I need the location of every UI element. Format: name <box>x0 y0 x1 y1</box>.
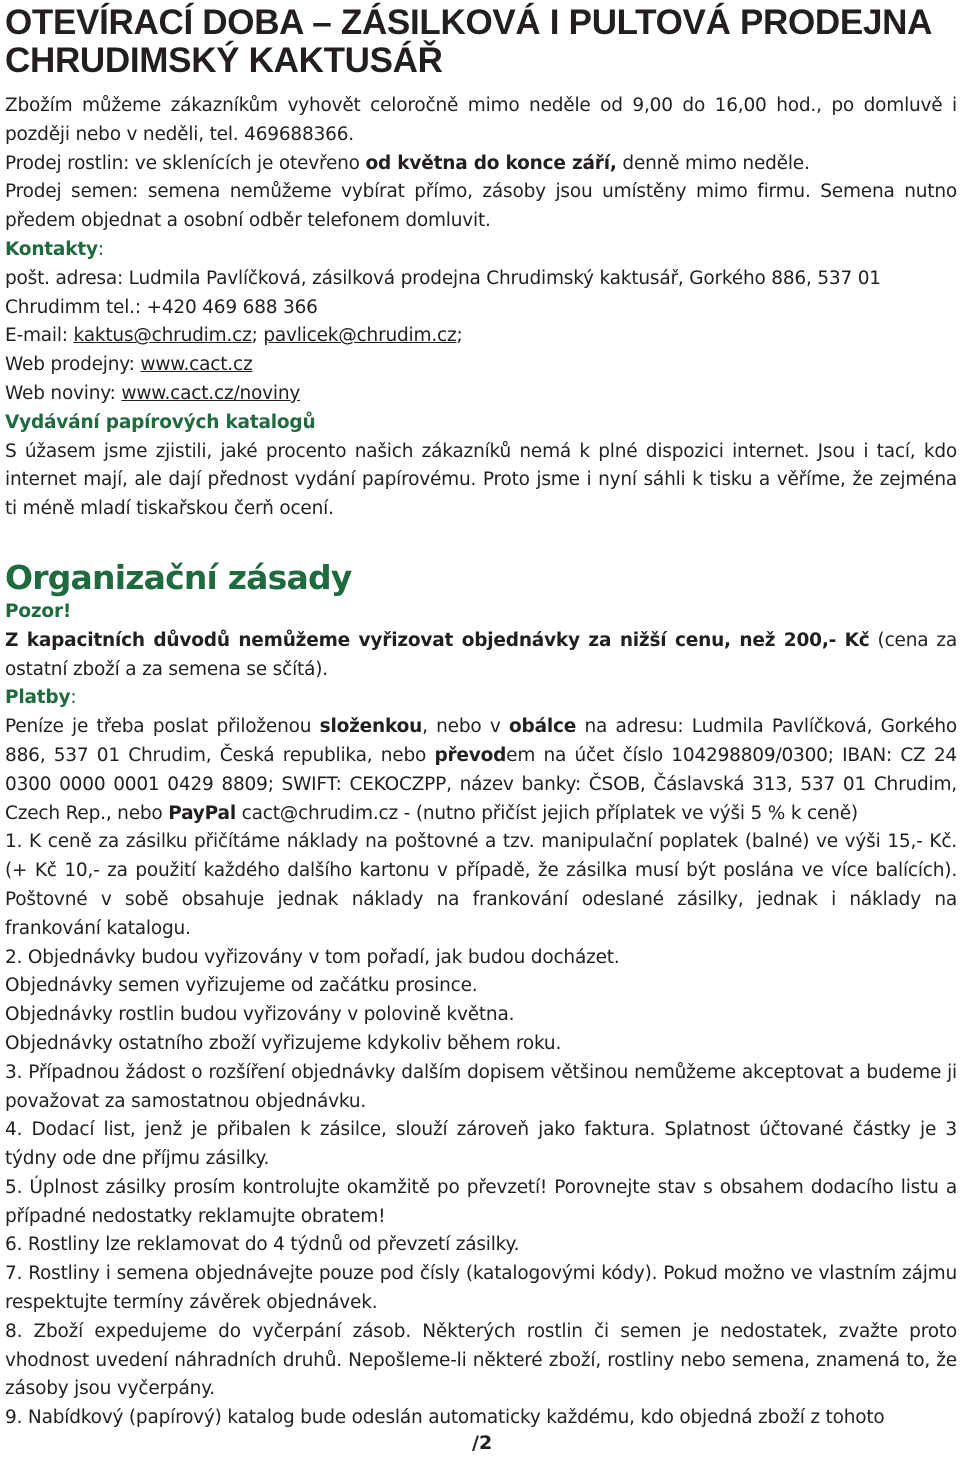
rule-item-2c: Objednávky ostatního zboží vyřizujeme kdykoliv během roku. <box>5 1032 562 1054</box>
web-shop-line: Web prodejny: www.cact.cz <box>5 354 253 376</box>
payments-text: Peníze je třeba poslat přiloženou složenkou, nebo v obálce na adresu: Ludmila Pavlíčková, Gorkého 886, 537 01 Chrudim, Česká republika, nebo převodem na účet číslo 104298809/0300; IBAN: CZ 24 0300 0000 0001 0429 8809; SWIFT: CEKOCZPP, název banky: ČSOB, Čáslavská 313, 537 01 Chrudim, Czech Rep., nebo PayPal cact@chrudim.cz - (nutno přičíst jejich příplatek ve výši 5 % k ceně) <box>5 716 957 824</box>
hours-intro: Zbožím můžeme zákazníkům vyhovět celoročně mimo neděle od 9,00 do 16,00 hod., po domluvě i později nebo v neděli, tel. 469688366. <box>5 95 957 145</box>
catalog-text: S úžasem jsme zjistili, jaké procento našich zákazníků nemá k plné dispozici internet. Jsou i tací, kdo internet mají, ale dají přednost vydání papírovému. Proto jsme i nyní sáhli k tisku a věříme, že zejména ti méně mladí tiskařskou čerň ocení. <box>5 440 957 520</box>
web-news-line: Web noviny: www.cact.cz/noviny <box>5 382 301 404</box>
rule-item-4: 4. Dodací list, jenž je přibalen k zásilce, slouží zároveň jako faktura. Splatnost účtované částky je 3 týdny ode dne příjmu zásilky. <box>5 1119 957 1170</box>
attention-label: Pozor! <box>5 600 72 622</box>
rule-item-2: 2. Objednávky budou vyřizovány v tom pořadí, jak budou docházet. <box>5 946 620 968</box>
rule-item-6: 6. Rostliny lze reklamovat do 4 týdnů od převzetí zásilky. <box>5 1234 520 1256</box>
title-line-1: OTEVÍRACÍ DOBA – ZÁSILKOVÁ I PULTOVÁ PRODEJNA <box>5 3 933 42</box>
rule-item-5: 5. Úplnost zásilky prosím kontrolujte okamžitě po převzetí! Porovnejte stav s obsahem dodacího listu a případné nedostatky reklamujte obratem! <box>5 1176 957 1227</box>
rule-item-2b: Objednávky rostlin budou vyřizovány v polovině května. <box>5 1004 515 1026</box>
page <box>5 0 957 1433</box>
page-number: /2 <box>472 1432 493 1454</box>
catalog-section <box>5 409 957 524</box>
rule-item-1: 1. K ceně za zásilku přičítáme náklady na poštovné a tzv. manipulační poplatek (balné) ve výši 15,- Kč. (+ Kč 10,- za použití každého dalšího kartonu v případě, že zásilka musí být poslána ve více balících). Poštovné v sobě obsahuje jednak náklady na frankování odeslané zásilky, jednak i náklady na frankování katalogu. <box>5 831 957 939</box>
rules-heading: Organizační zásady <box>5 557 352 597</box>
title-line-2: CHRUDIMSKÝ KAKTUSÁŘ <box>5 41 443 80</box>
email-line: E-mail: kaktus@chrudim.cz; pavlicek@chrudim.cz; <box>5 325 463 347</box>
plants-sale: Prodej rostlin: ve sklenících je otevřeno od května do konce září, denně mimo neděle. <box>5 152 810 174</box>
payments-heading: Platby <box>5 687 71 709</box>
page-title <box>5 4 957 80</box>
minimum-order: Z kapacitních důvodů nemůžeme vyřizovat objednávky za nižší cenu, než 200,- Kč (cena za ostatní zboží a za semena se sčítá). <box>5 629 958 680</box>
contacts-section: Kontakty: pošt. adresa: Ludmila Pavlíčková, zásilková prodejna Chrudimský kaktusář, Gorkého 886, 537 01 Chrudimm tel.: +420 469 688 366 E-mail: kaktus@chrudim.cz; pavlicek@chrudim.cz; Web prodejny: www.cact.cz Web noviny: www.cact.cz/noviny <box>5 236 957 409</box>
rules-section: Pozor! Z kapacitních důvodů nemůžeme vyřizovat objednávky za nižší cenu, než 200,- Kč (cena za ostatní zboží a za semena se sčítá). Platby: Peníze je třeba poslat přiloženou složenkou, nebo v obálce na adresu: Ludmila Pavlíčková, Gorkého 886, 537 01 Chrudim, Česká republika, nebo převodem na účet číslo 104298809/0300; IBAN: CZ 24 0300 0000 0001 0429 8809; SWIFT: CEKOCZPP, název banky: ČSOB, Čáslavská 313, 537 01 Chrudim, Czech Rep., nebo PayPal cact@chrudim.cz - (nutno přičíst jejich příplatek ve výši 5 % k ceně) 1. K ceně za zásilku přičítáme náklady na poštovné a tzv. manipulační poplatek (balné) ve výši 15,- Kč. (+ Kč 10,- za použití každého dalšího kartonu v případě, že zásilka musí být poslána ve více balících). Poštovné v sobě obsahuje jednak náklady na frankování odeslané zásilky, jednak i náklady na frankování katalogu. 2. Objednávky budou vyřizovány v tom pořadí, jak budou docházet. Objednávky semen vyřizujeme od začátku prosince. Objednávky rostlin budou vyřizovány v polovině května. Objednávky ostatního zboží vyřizujeme kdykoliv během roku. 3. Případnou žádost o rozšíření objednávky dalším dopisem většinou nemůžeme akceptovat a budeme ji považovat za samostatnou objednávku. 4. Dodací list, jenž je přibalen k zásilce, slouží zároveň jako faktura. Splatnost účtované částky je 3 týdny ode dne příjmu zásilky. 5. Úplnost zásilky prosím kontrolujte okamžitě po převzetí! Porovnejte stav s obsahem dodacího listu a případné nedostatky reklamujte obratem! 6. Rostliny lze reklamovat do 4 týdnů od převzetí zásilky. 7. Rostliny i semena objednávejte pouze pod čísly (katalogovými kódy). Pokud možno ve vlastním zájmu respektujte termíny závěrek objednávek. 8. Zboží expedujeme do vyčerpání zásob. Některých rostlin či semen je nedostatek, zvažte proto vhodnost uvedení náhradních druhů. Nepošleme-li některé zboží, rostliny nebo semena, znamená to, že zásoby jsou vyčerpány. 9. Nabídkový (papírový) katalog bude odeslán automaticky každému, kdo objedná zboží z tohoto <box>5 598 957 1433</box>
postal-address: pošt. adresa: Ludmila Pavlíčková, zásilková prodejna Chrudimský kaktusář, Gorkého 886, 537 01 Chrudimm tel.: +420 469 688 366 <box>5 267 881 318</box>
catalog-heading: Vydávání papírových katalogů <box>5 411 316 433</box>
rule-item-3: 3. Případnou žádost o rozšíření objednávky dalším dopisem většinou nemůžeme akceptovat a budeme ji považovat za samostatnou objednávku. <box>5 1061 957 1112</box>
email-link-pavlicek[interactable]: pavlicek@chrudim.cz <box>263 325 457 347</box>
contacts-heading: Kontakty <box>5 238 98 260</box>
web-news-link[interactable]: www.cact.cz/noviny <box>121 382 301 404</box>
plants-season: od května do konce září, <box>365 152 617 174</box>
rule-item-9: 9. Nabídkový (papírový) katalog bude odeslán automaticky každému, kdo objedná zboží z tohoto <box>5 1407 885 1429</box>
rule-item-7: 7. Rostliny i semena objednávejte pouze pod čísly (katalogovými kódy). Pokud možno ve vlastním zájmu respektujte termíny závěrek objednávek. <box>5 1263 957 1314</box>
seeds-sale: Prodej semen: semena nemůžeme vybírat přímo, zásoby jsou umístěny mimo firmu. Semena nutno předem objednat a osobní odběr telefonem domluvit. <box>5 181 957 232</box>
email-link-kaktus[interactable]: kaktus@chrudim.cz <box>73 325 252 347</box>
rule-item-2a: Objednávky semen vyřizujeme od začátku prosince. <box>5 975 478 997</box>
web-shop-link[interactable]: www.cact.cz <box>140 354 253 376</box>
rule-item-8: 8. Zboží expedujeme do vyčerpání zásob. Některých rostlin či semen je nedostatek, zvažte proto vhodnost uvedení náhradních druhů. Nepošleme-li některé zboží, rostliny nebo semena, znamená to, že zásoby jsou vyčerpány. <box>5 1320 957 1400</box>
hours-section <box>5 92 957 236</box>
